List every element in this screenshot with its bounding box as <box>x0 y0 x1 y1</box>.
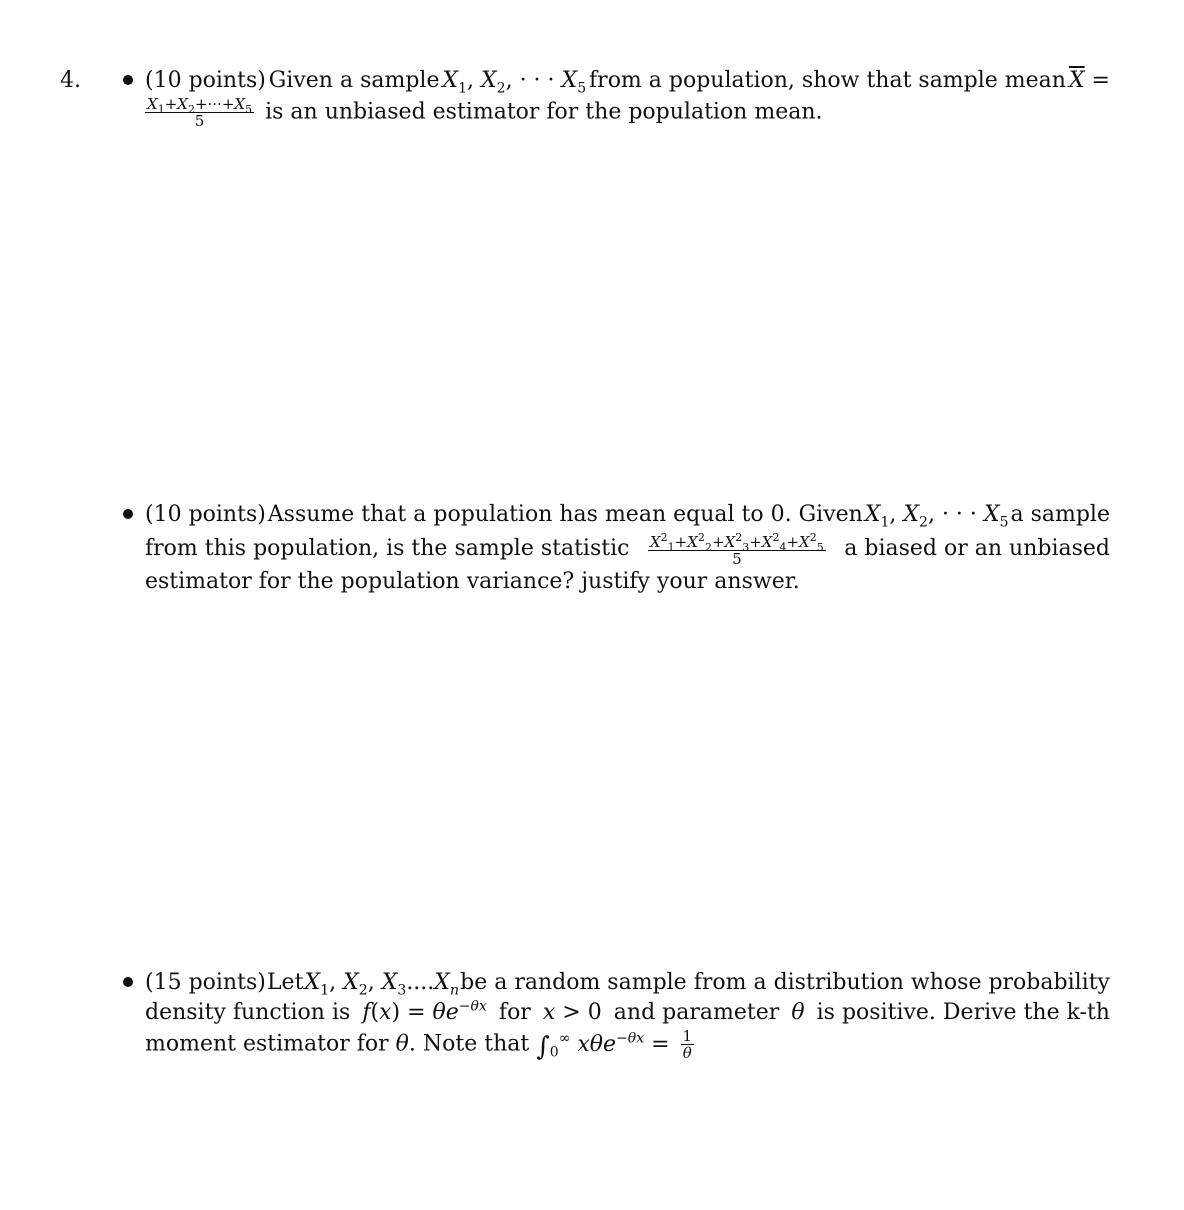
math-integral: $\int_0^\infty$ xθe$^{-\theta x}$ = $\frac{1}{\theta}$ <box>536 1027 693 1062</box>
math-sample: $X_1$, $X_2$, · · · $X_5$ <box>864 502 1009 531</box>
text-segment: from a population, show that sample mean <box>589 68 1066 93</box>
subquestion-3-line-2 <box>145 998 1110 1028</box>
math-theta: θ. <box>395 1031 416 1057</box>
subquestion-2 <box>120 500 1110 597</box>
bullet-icon <box>120 500 136 530</box>
bullet-icon <box>120 66 136 96</box>
math-sample-mean: $\overline{X}$ = <box>1068 68 1110 93</box>
subquestion-3 <box>120 968 1110 1062</box>
math-random-sample: $X_1$, $X_2$, $X_3....X_n$ <box>304 970 459 999</box>
math-sample: $X_1$, $X_2$, · · · $X_5$ <box>442 68 587 97</box>
bullet-icon <box>120 968 136 998</box>
points-label: (15 points) <box>145 970 266 995</box>
fraction-denominator: 5 <box>194 112 205 130</box>
text-segment: is an unbiased estimator for the population mean. <box>265 99 823 125</box>
text-segment: and parameter <box>613 1000 780 1025</box>
text-segment: Note that <box>422 1031 530 1057</box>
subquestion-2-line-2 <box>145 531 1110 568</box>
math-pdf: $f(x) = \theta e^{-\theta x}$ <box>362 998 487 1025</box>
text-segment: estimator for the population variance? justify your answer. <box>145 569 800 594</box>
text-segment: a biased or an unbiased <box>844 536 1110 561</box>
subquestion-1-line-2 <box>145 96 1110 129</box>
text-segment: Assume that a population has mean equal to 0. Given <box>267 502 863 527</box>
fraction-denominator: 5 <box>732 550 742 568</box>
fraction-numerator: $X_1+X_2+\cdot\cdot\cdot+X_5$ <box>147 95 253 116</box>
subquestion-2-line-1 <box>145 500 1110 530</box>
math-condition: x > 0 <box>542 1000 602 1025</box>
math-theta: θ <box>791 1000 805 1025</box>
text-segment: Given a sample <box>268 68 440 93</box>
subquestion-2-line-3 <box>145 567 1110 597</box>
text-segment: from this population, is the sample statistic <box>145 536 630 561</box>
subquestion-1 <box>120 66 1110 129</box>
text-segment: a sample <box>1010 502 1110 527</box>
text-segment: moment estimator for <box>145 1031 389 1057</box>
subquestion-1-line-1 <box>145 66 1110 96</box>
text-segment: is positive. Derive the k-th <box>816 1000 1110 1025</box>
question-number: 4. <box>60 68 81 93</box>
points-label: (10 points) <box>145 502 266 527</box>
points-label: (10 points) <box>145 68 266 93</box>
text-segment: be a random sample from a distribution whose probability <box>460 970 1110 995</box>
math-fraction <box>648 531 826 568</box>
math-fraction: $\frac{1}{\theta}$ <box>682 1027 693 1062</box>
text-segment: for <box>498 1000 531 1025</box>
subquestion-3-line-1 <box>145 968 1110 998</box>
subquestion-3-line-3 <box>145 1028 1110 1062</box>
math-fraction <box>145 96 254 129</box>
text-segment: Let <box>266 970 304 995</box>
text-segment: density function is <box>145 1000 351 1025</box>
fraction-numerator: $X^2_1+X^2_2+X^2_3+X^2_4+X^2_5$ <box>649 531 824 554</box>
